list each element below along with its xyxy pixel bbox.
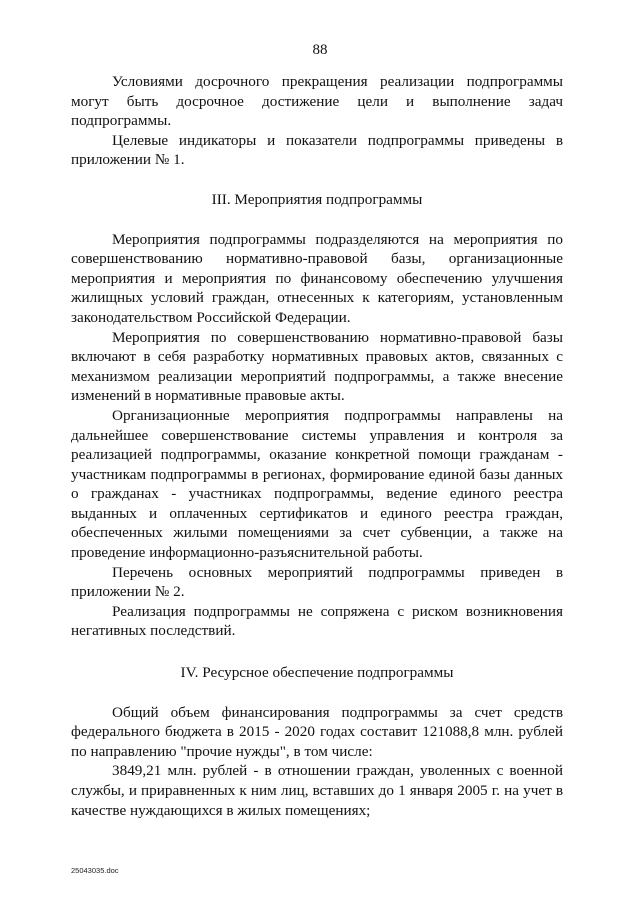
paragraph-organizational-measures: Организационные мероприятия подпрограммы направлены на дальнейшее совершенствование системы управления и контроля за реализацией подпрограммы, оказание конкретной помощи гражданам - участникам подпрограммы в регионах, формирование единой базы данных о гражданах - участниках подпрограммы, ведение единого реестра выданных и оплаченных сертификатов и единого реестра граждан, обеспеченных жилыми помещениями за счет субвенции, а также на проведение информационно-разъяснительной работы.	[71, 406, 563, 562]
paragraph-risk: Реализация подпрограммы не сопряжена с риском возникновения негативных последствий.	[71, 602, 563, 640]
page-number: 88	[312, 42, 328, 58]
section-3-heading: III. Мероприятия подпрограммы	[211, 190, 423, 208]
paragraph-measures-list: Перечень основных мероприятий подпрограммы приведен в приложении № 2.	[71, 563, 563, 601]
document-body	[71, 72, 563, 820]
paragraph-total-funding: Общий объем финансирования подпрограммы за счет средств федерального бюджета в 2015 - 2020 годах составит 121088,8 млн. рублей по направлению "прочие нужды", в том числе:	[71, 703, 563, 760]
section-4-heading: IV. Ресурсное обеспечение подпрограммы	[180, 664, 454, 682]
paragraph-measures-categories: Мероприятия подпрограммы подразделяются на мероприятия по совершенствованию нормативно-правовой базы, организационные мероприятия и мероприятия по финансовому обеспечению улучшения жилищных условий граждан, отнесенных к категориям, установленным законодательством Российской Федерации.	[71, 230, 563, 326]
paragraph-regulatory-measures: Мероприятия по совершенствованию нормативно-правовой базы включают в себя разработку нормативных правовых актов, связанных с механизмом реализации мероприятий подпрограммы, а также внесение изменений в нормативные правовые акты.	[71, 328, 563, 405]
paragraph-funding-item: 3849,21 млн. рублей - в отношении граждан, уволенных с военной службы, и приравненных к ним лиц, вставших до 1 января 2005 г. на учет в качестве нуждающихся в жилых помещениях;	[71, 762, 563, 819]
paragraph-early-termination: Условиями досрочного прекращения реализации подпрограммы могут быть досрочное достижение цели и выполнение задач подпрограммы.	[71, 73, 563, 130]
paragraph-target-indicators: Целевые индикаторы и показатели подпрограммы приведены в приложении № 1.	[71, 131, 563, 169]
document-filename: 25043035.doc	[71, 866, 119, 875]
